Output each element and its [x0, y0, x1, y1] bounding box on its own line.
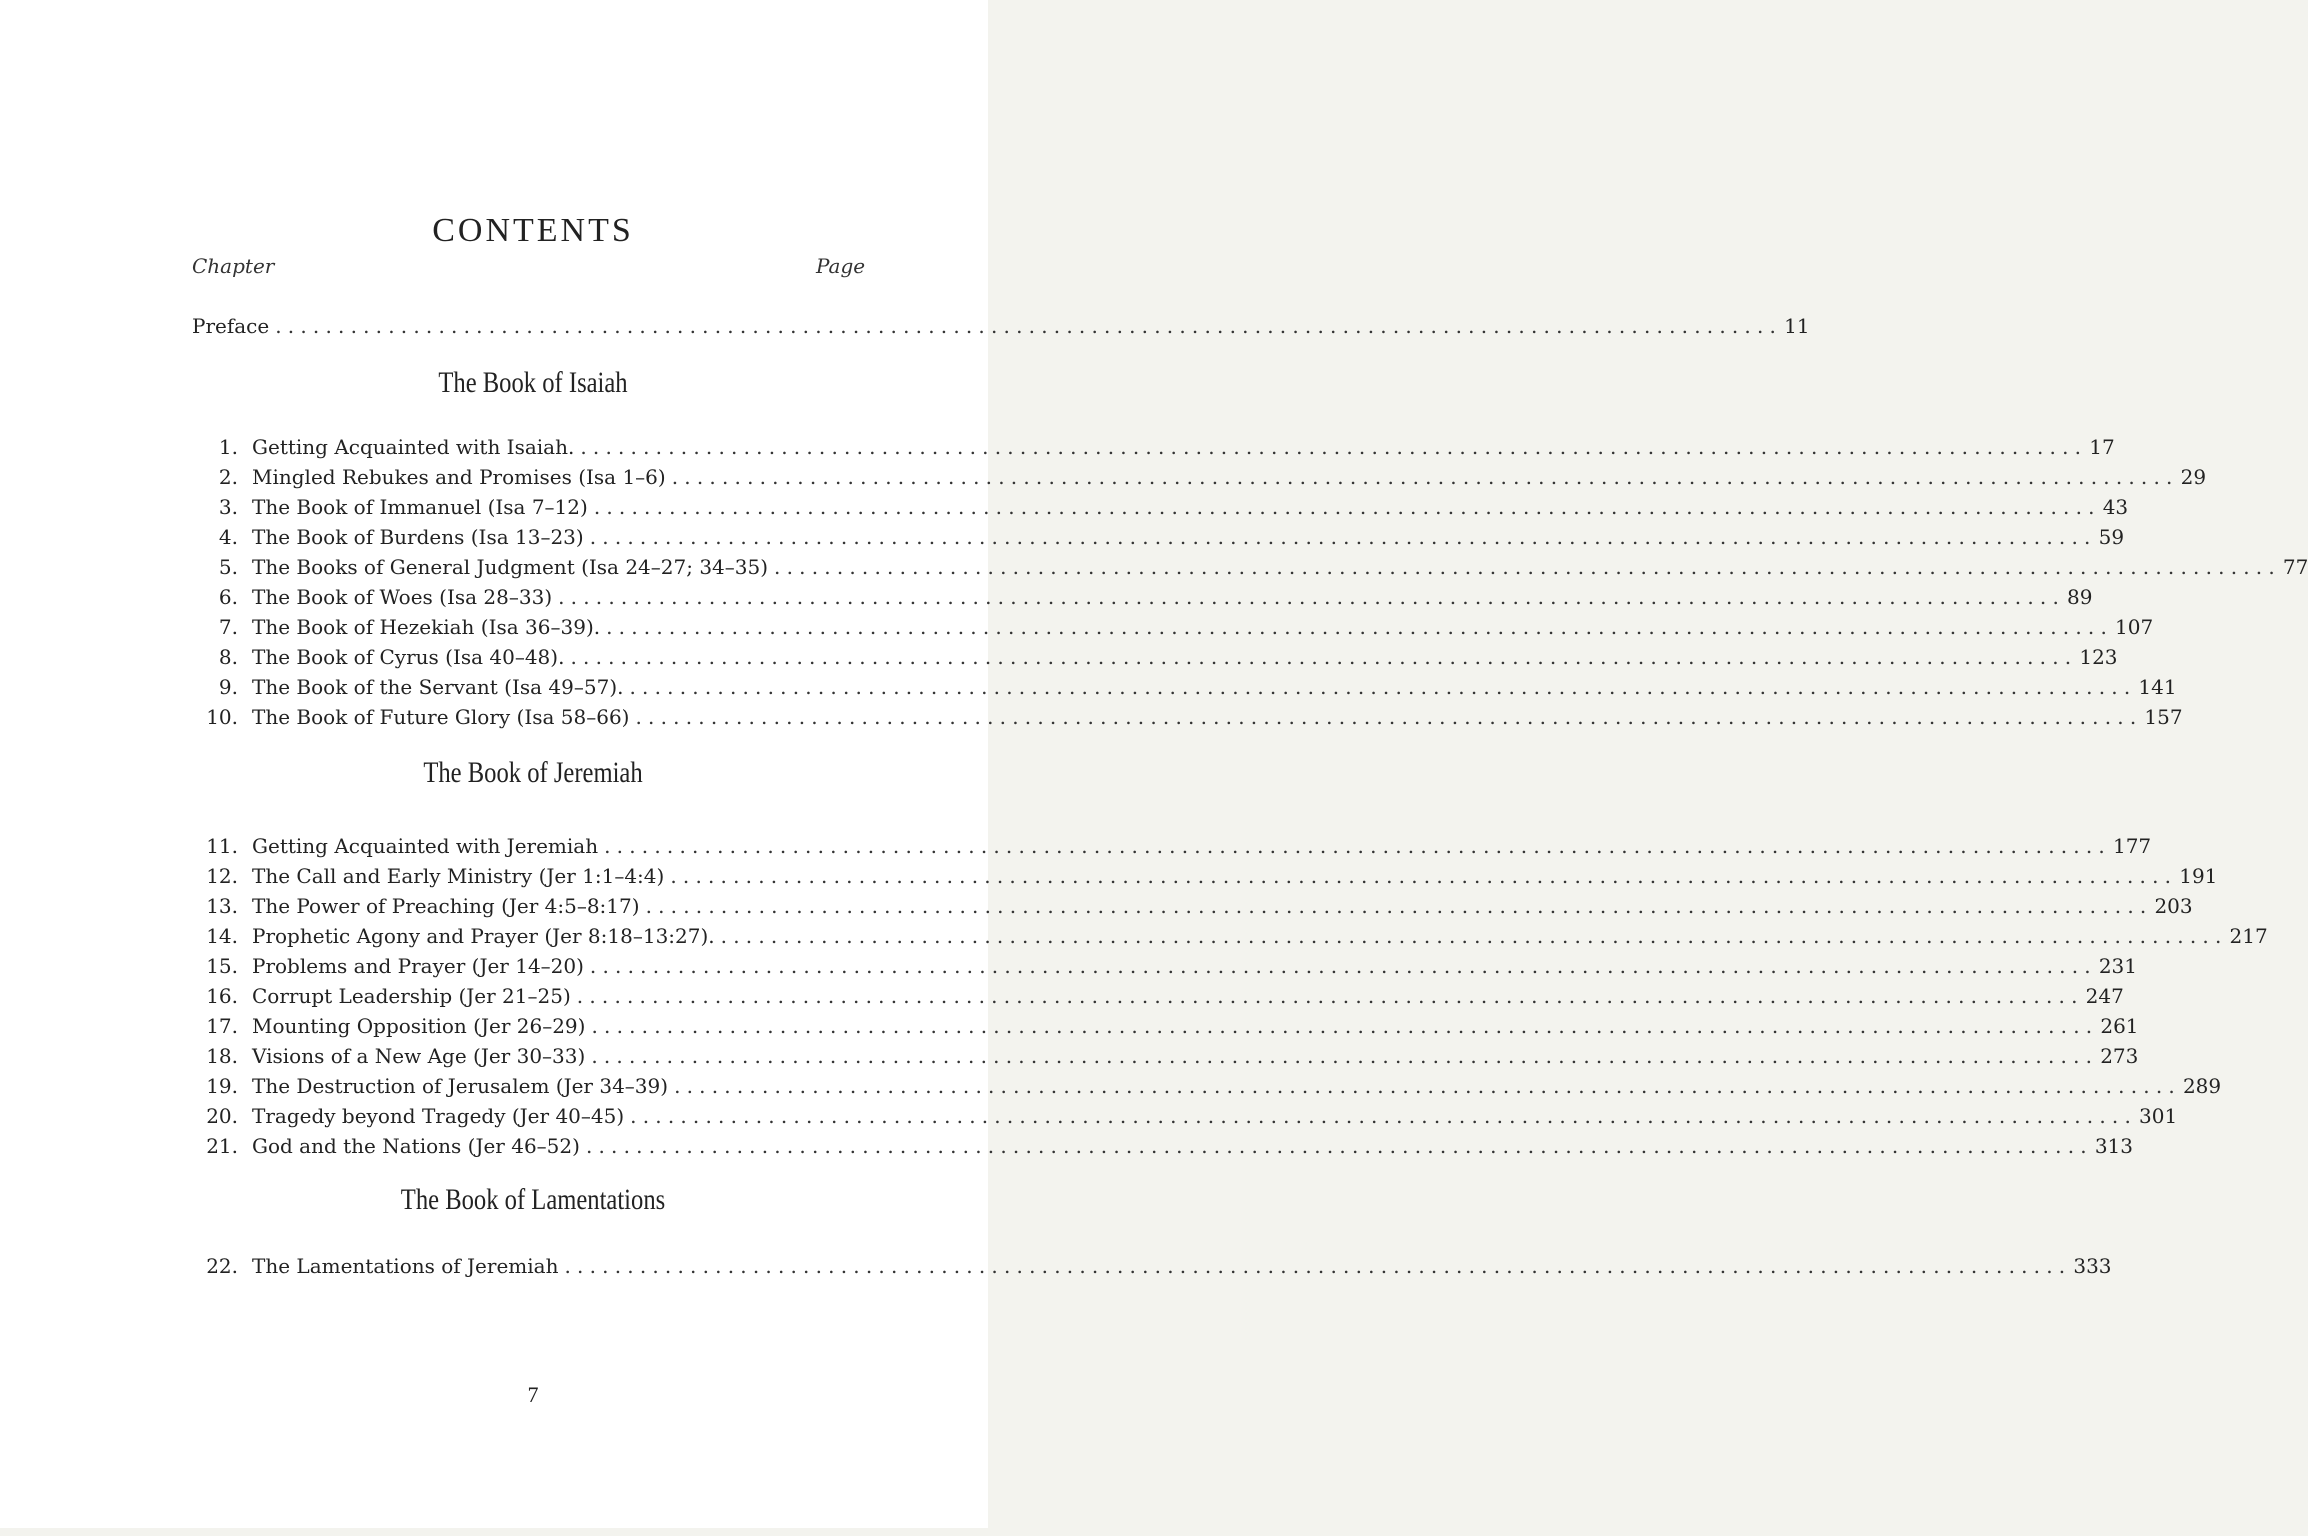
toc-entry-page: 77 [2282, 555, 2308, 579]
toc-entry-page: 157 [2144, 705, 2183, 729]
toc-entry-page: 11 [1784, 314, 1810, 338]
dot-leader: ........................................................................................................................ [720, 924, 2228, 948]
toc-entry-page: 301 [2139, 1104, 2178, 1128]
toc-entry-number: 2. [218, 465, 238, 489]
toc-entry-title: Problems and Prayer (Jer 14–20) [252, 954, 584, 978]
toc-entry[interactable] [192, 492, 2129, 522]
toc-entry[interactable] [192, 861, 2218, 891]
dot-leader: ........................................................................................................................ [591, 1014, 2099, 1038]
dot-leader: ........................................................................................................................ [606, 615, 2113, 639]
toc-entry-title: Getting Acquainted with Jeremiah [252, 834, 599, 858]
toc-entry-number: 6. [218, 585, 238, 609]
toc-entry[interactable] [192, 612, 2154, 642]
page-number: 7 [527, 1382, 539, 1407]
page-title: CONTENTS [432, 212, 634, 249]
toc-entry-title: The Books of General Judgment (Isa 24–27; 34–35) [252, 555, 769, 579]
dot-leader: ........................................................................................................................ [635, 705, 2143, 729]
toc-entry-number: 17. [206, 1014, 238, 1038]
dot-leader: ........................................................................................................................ [629, 675, 2137, 699]
dot-leader: ........................................................................................................................ [593, 495, 2101, 519]
toc-entry[interactable] [192, 951, 2137, 981]
toc-entry-page: 261 [2100, 1014, 2139, 1038]
toc-entry-number: 4. [218, 525, 238, 549]
toc-entry[interactable] [192, 1131, 2134, 1161]
toc-entry-page: 333 [2073, 1254, 2112, 1278]
toc-entry-page: 191 [2179, 864, 2218, 888]
toc-entry-number: 9. [218, 675, 238, 699]
toc-entry-number: 15. [206, 954, 238, 978]
toc-entry-number: 7. [218, 615, 238, 639]
toc-entry[interactable] [192, 702, 2183, 732]
toc-entry-page: 231 [2098, 954, 2137, 978]
toc-entry-number: 22. [206, 1254, 238, 1278]
dot-leader: ........................................................................................................................ [591, 1044, 2099, 1068]
toc-entry[interactable] [192, 1251, 2112, 1281]
toc-entry-number: 21. [206, 1134, 238, 1158]
dot-leader: ........................................................................................................................ [774, 555, 2281, 579]
dot-leader: ........................................................................................................................ [576, 984, 2084, 1008]
toc-entry[interactable] [192, 891, 2193, 921]
toc-entry-title: Corrupt Leadership (Jer 21–25) [252, 984, 571, 1008]
toc-entry-title: The Book of Cyrus (Isa 40–48). [252, 645, 565, 669]
toc-entry-number: 10. [206, 705, 238, 729]
toc-entry[interactable] [192, 981, 2124, 1011]
toc-entry-title: The Book of Future Glory (Isa 58–66) [252, 705, 630, 729]
toc-entry-title: The Book of Hezekiah (Isa 36–39). [252, 615, 601, 639]
toc-entry-page: 217 [2229, 924, 2268, 948]
toc-entry-page: 203 [2154, 894, 2193, 918]
dot-leader: ........................................................................................................................ [630, 1104, 2138, 1128]
toc-entry-title: The Lamentations of Jeremiah [252, 1254, 559, 1278]
dot-leader: ........................................................................................................................ [604, 834, 2111, 858]
dot-leader: ........................................................................................................................ [558, 585, 2066, 609]
toc-entry[interactable] [192, 921, 2268, 951]
toc-entry-page: 123 [2079, 645, 2118, 669]
toc-entry-title: The Book of Woes (Isa 28–33) [252, 585, 553, 609]
chapter-column-header: Chapter [192, 254, 275, 278]
toc-entry-number: 3. [218, 495, 238, 519]
toc-entry[interactable] [192, 582, 2093, 612]
toc-entry-number: 1. [218, 435, 238, 459]
toc-entry-title: Mingled Rebukes and Promises (Isa 1–6) [252, 465, 666, 489]
toc-entry-page: 273 [2100, 1044, 2139, 1068]
section-heading-isaiah: The Book of Isaiah [438, 366, 628, 399]
toc-entry[interactable] [192, 642, 2118, 672]
toc-entry-title: The Book of the Servant (Isa 49–57). [252, 675, 624, 699]
toc-entry-title: The Power of Preaching (Jer 4:5–8:17) [252, 894, 640, 918]
section-heading-lamentations: The Book of Lamentations [400, 1183, 666, 1216]
toc-entry[interactable] [192, 1011, 2139, 1041]
toc-entry-title: Prophetic Agony and Prayer (Jer 8:18–13:27). [252, 924, 715, 948]
toc-entry[interactable] [192, 1041, 2139, 1071]
toc-entry-number: 14. [206, 924, 238, 948]
toc-entry-page: 313 [2094, 1134, 2134, 1158]
toc-entry-title: God and the Nations (Jer 46–52) [252, 1134, 580, 1158]
toc-entry-number: 5. [218, 555, 238, 579]
dot-leader: ........................................................................................................................ [674, 1074, 2181, 1098]
toc-entry-preface[interactable] [192, 311, 1810, 341]
section-heading-jeremiah: The Book of Jeremiah [423, 756, 643, 789]
toc-entry[interactable] [192, 552, 2308, 582]
toc-entry-page: 177 [2112, 834, 2152, 858]
dot-leader: ........................................................................................................................ [589, 954, 2097, 978]
toc-entry-number: 16. [206, 984, 238, 1008]
dot-leader: ........................................................................................................................ [645, 894, 2153, 918]
toc-entry-title: Visions of a New Age (Jer 30–33) [252, 1044, 586, 1068]
dot-leader: ........................................................................................................................ [570, 645, 2078, 669]
toc-entry-title: The Call and Early Ministry (Jer 1:1–4:4) [252, 864, 665, 888]
toc-entry-page: 107 [2115, 615, 2154, 639]
toc-entry-title: The Book of Immanuel (Isa 7–12) [252, 495, 588, 519]
toc-entry-title: The Book of Burdens (Isa 13–23) [252, 525, 584, 549]
toc-entry-page: 141 [2138, 675, 2177, 699]
toc-entry-page: 289 [2182, 1074, 2222, 1098]
toc-entry[interactable] [192, 462, 2207, 492]
toc-entry-page: 247 [2085, 984, 2124, 1008]
toc-entry-title: Tragedy beyond Tragedy (Jer 40–45) [252, 1104, 625, 1128]
toc-entry-page: 43 [2102, 495, 2129, 519]
toc-entry[interactable] [192, 831, 2152, 861]
dot-leader: ........................................................................................................................ [585, 1134, 2093, 1158]
toc-entry-title: Preface [192, 314, 270, 338]
toc-entry-title: Getting Acquainted with Isaiah. [252, 435, 575, 459]
dot-leader: ........................................................................................................................ [589, 525, 2097, 549]
toc-entry-page: 17 [2089, 435, 2115, 459]
dot-leader: ........................................................................................................................ [671, 465, 2179, 489]
dot-leader: ........................................................................................................................ [564, 1254, 2072, 1278]
toc-entry[interactable] [192, 1101, 2178, 1131]
toc-entry-title: Mounting Opposition (Jer 26–29) [252, 1014, 586, 1038]
toc-entry[interactable] [192, 672, 2177, 702]
toc-entry-number: 19. [206, 1074, 238, 1098]
toc-entry-page: 89 [2067, 585, 2093, 609]
dot-leader: ........................................................................................................................ [580, 435, 2088, 459]
toc-entry[interactable] [192, 522, 2125, 552]
toc-entry[interactable] [192, 432, 2115, 462]
toc-entry-number: 18. [206, 1044, 238, 1068]
toc-entry-page: 29 [2180, 465, 2207, 489]
toc-entry-title: The Destruction of Jerusalem (Jer 34–39) [252, 1074, 669, 1098]
toc-entry[interactable] [192, 1071, 2222, 1101]
toc-entry-number: 12. [206, 864, 238, 888]
toc-entry-number: 13. [206, 894, 238, 918]
toc-entry-number: 20. [206, 1104, 238, 1128]
toc-entry-number: 11. [206, 834, 238, 858]
dot-leader: ........................................................................................................................ [670, 864, 2178, 888]
toc-entry-page: 59 [2098, 525, 2125, 549]
page-column-header: Page [816, 254, 866, 278]
dot-leader: ........................................................................................................................ [275, 314, 1783, 338]
toc-entry-number: 8. [218, 645, 238, 669]
